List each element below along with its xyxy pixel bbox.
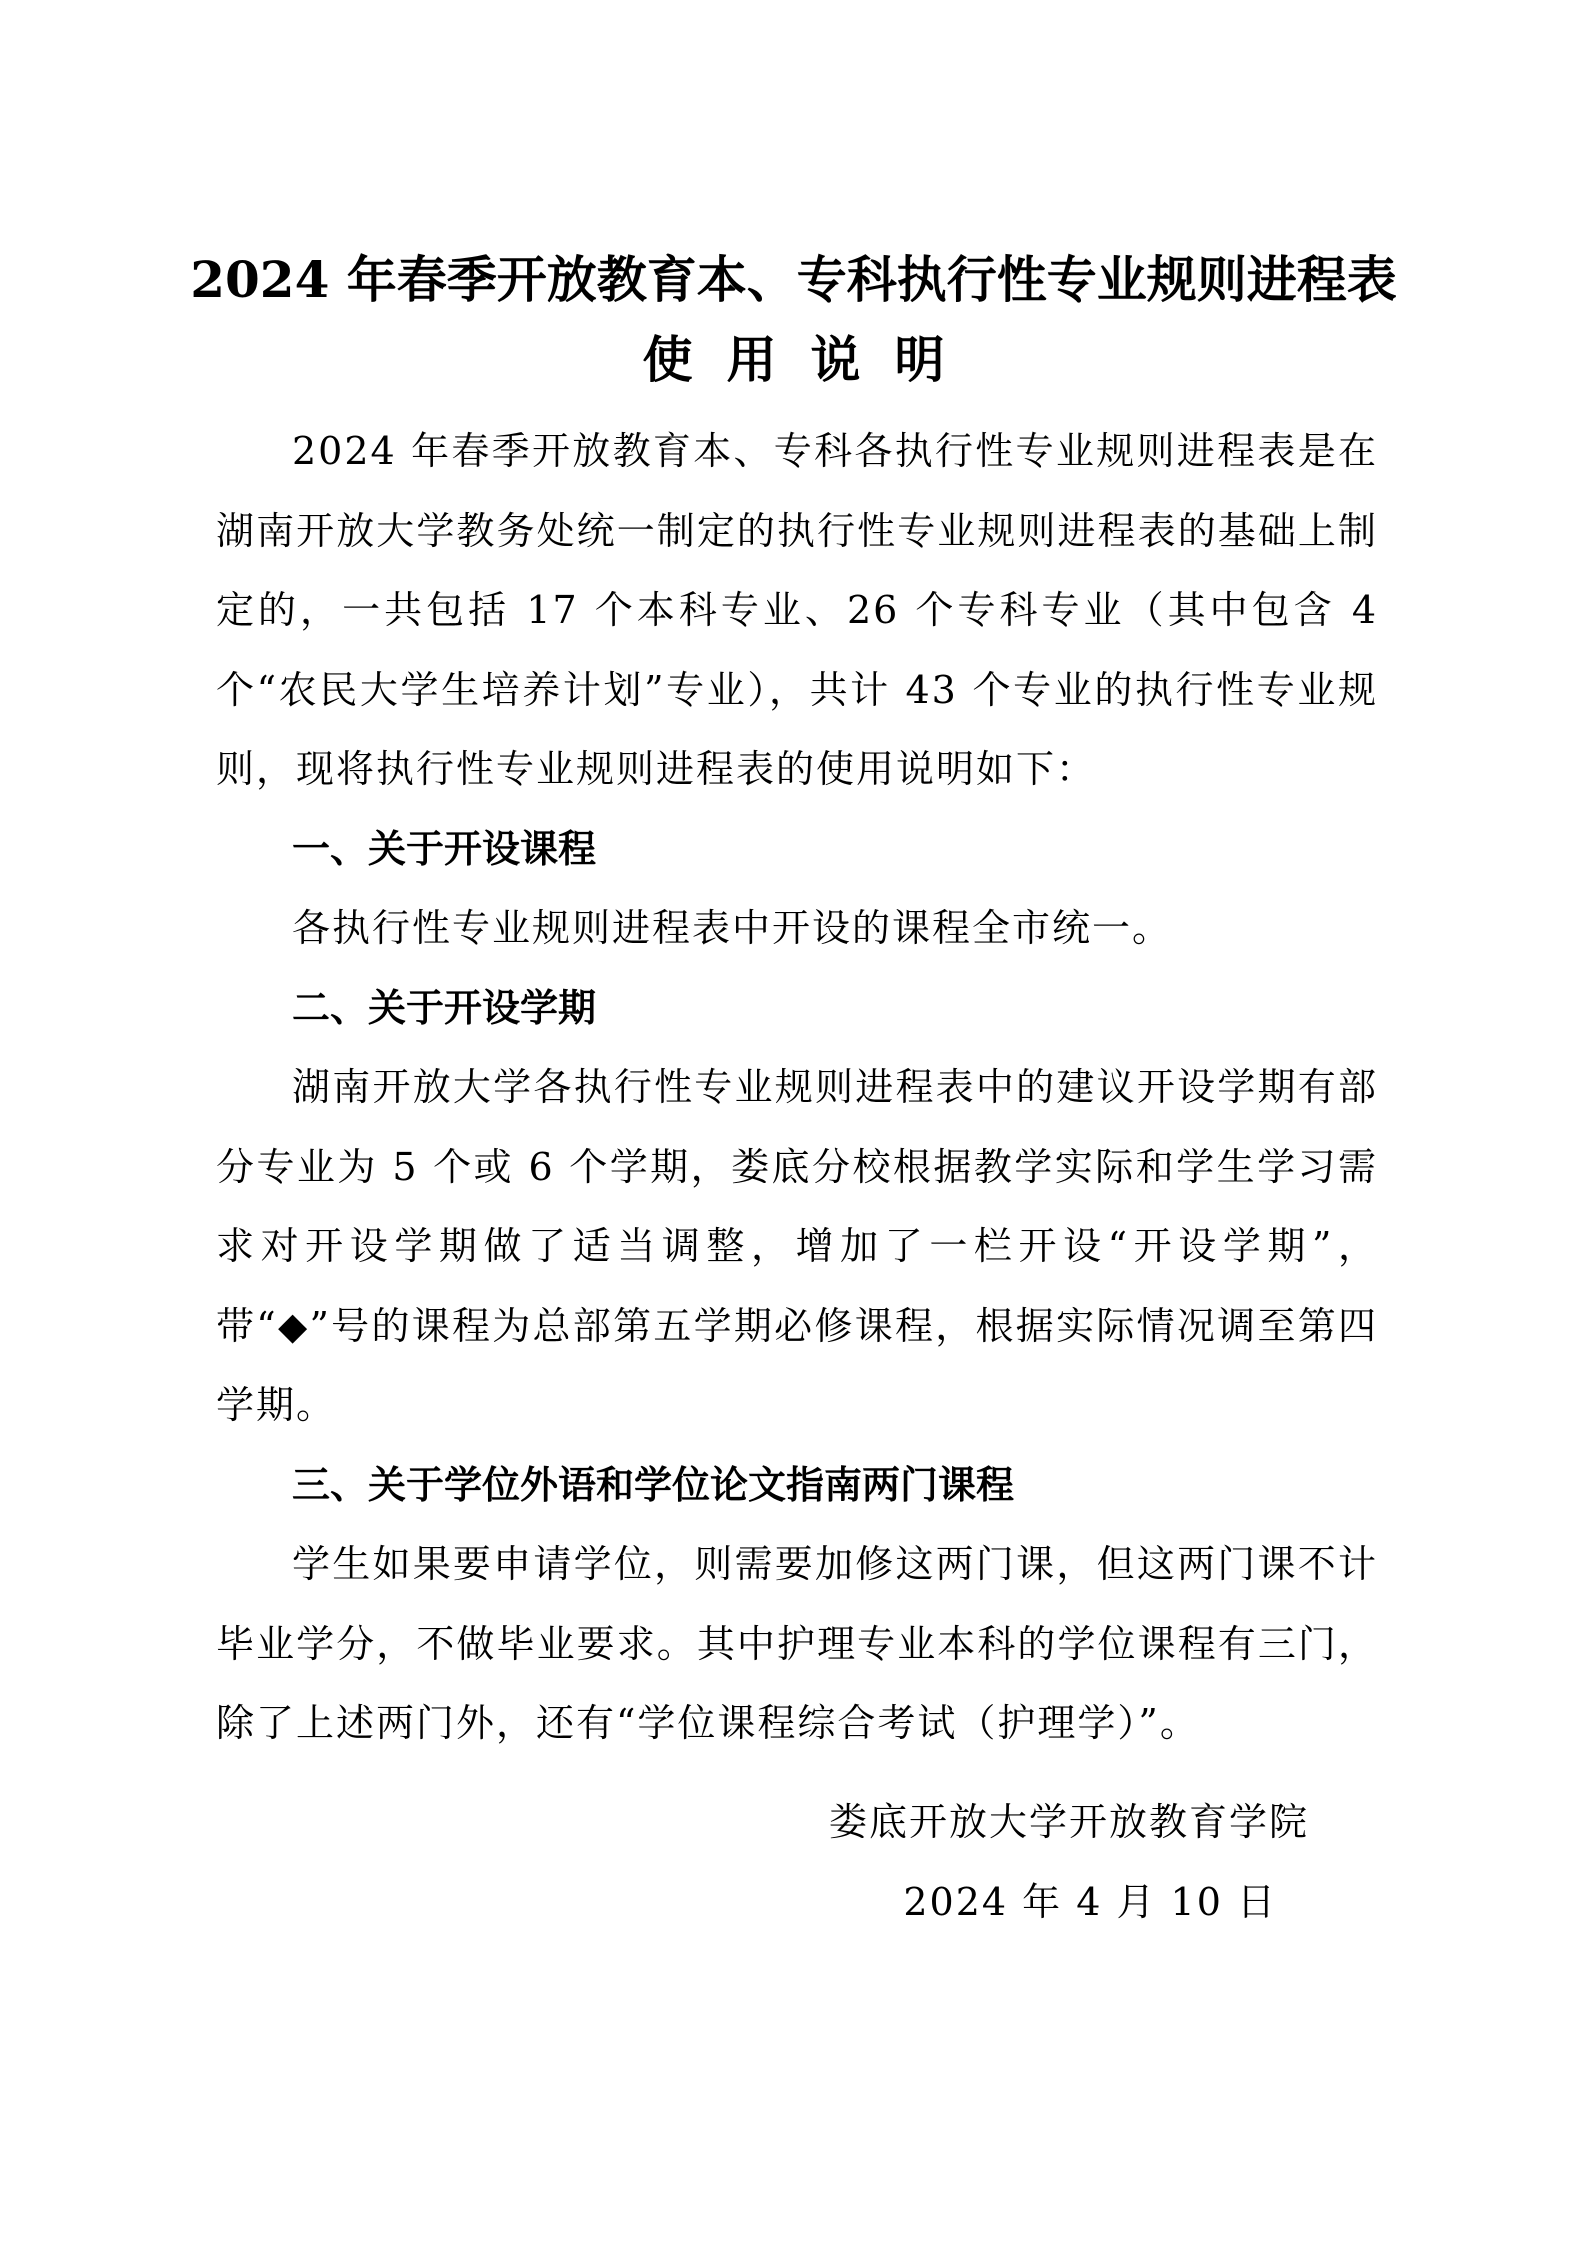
- section-heading-degree-courses: 三、关于学位外语和学位论文指南两门课程: [292, 1462, 1015, 1507]
- section-text-degree-courses: 学生如果要申请学位，则需要加修这两门课，但这两门课不计毕业学分，不做毕业要求。其中护理专业本科的学位课程有三门，除了上述两门外，还有“学位课程综合考试（护理学）”。: [216, 1542, 1378, 1745]
- section-heading-semesters: 二、关于开设学期: [292, 985, 597, 1030]
- document-body: [216, 412, 1378, 1764]
- signature-organization: 娄底开放大学开放教育学院: [828, 1800, 1309, 1844]
- intro-paragraph: 2024 年春季开放教育本、专科各执行性专业规则进程表是在湖南开放大学教务处统一制定的执行性专业规则进程表的基础上制定的，一共包括 17 个本科专业、26 个专科专业（其中包含 4 个“农民大学生培养计划”专业），共计 43 个专业的执行性专业规则，现将执行性专业规则进程表的使用说明如下：: [216, 429, 1378, 791]
- section-heading-courses: 一、关于开设课程: [292, 826, 597, 871]
- signature-block: [829, 1782, 1309, 1942]
- signature-date: 2024 年 4 月 10 日: [903, 1880, 1277, 1924]
- document-subtitle: 使用说明: [642, 330, 979, 389]
- section-text-semesters: 湖南开放大学各执行性专业规则进程表中的建议开设学期有部分专业为 5 个或 6 个学期，娄底分校根据教学实际和学生学习需求对开设学期做了适当调整，增加了一栏开设“开设学期”，带“◆”号的课程为总部第五学期必修课程，根据实际情况调至第四学期。: [216, 1065, 1378, 1427]
- section-text-courses: 各执行性专业规则进程表中开设的课程全市统一。: [292, 906, 1173, 950]
- document-title: 2024 年春季开放教育本、专科执行性专业规则进程表: [190, 250, 1397, 309]
